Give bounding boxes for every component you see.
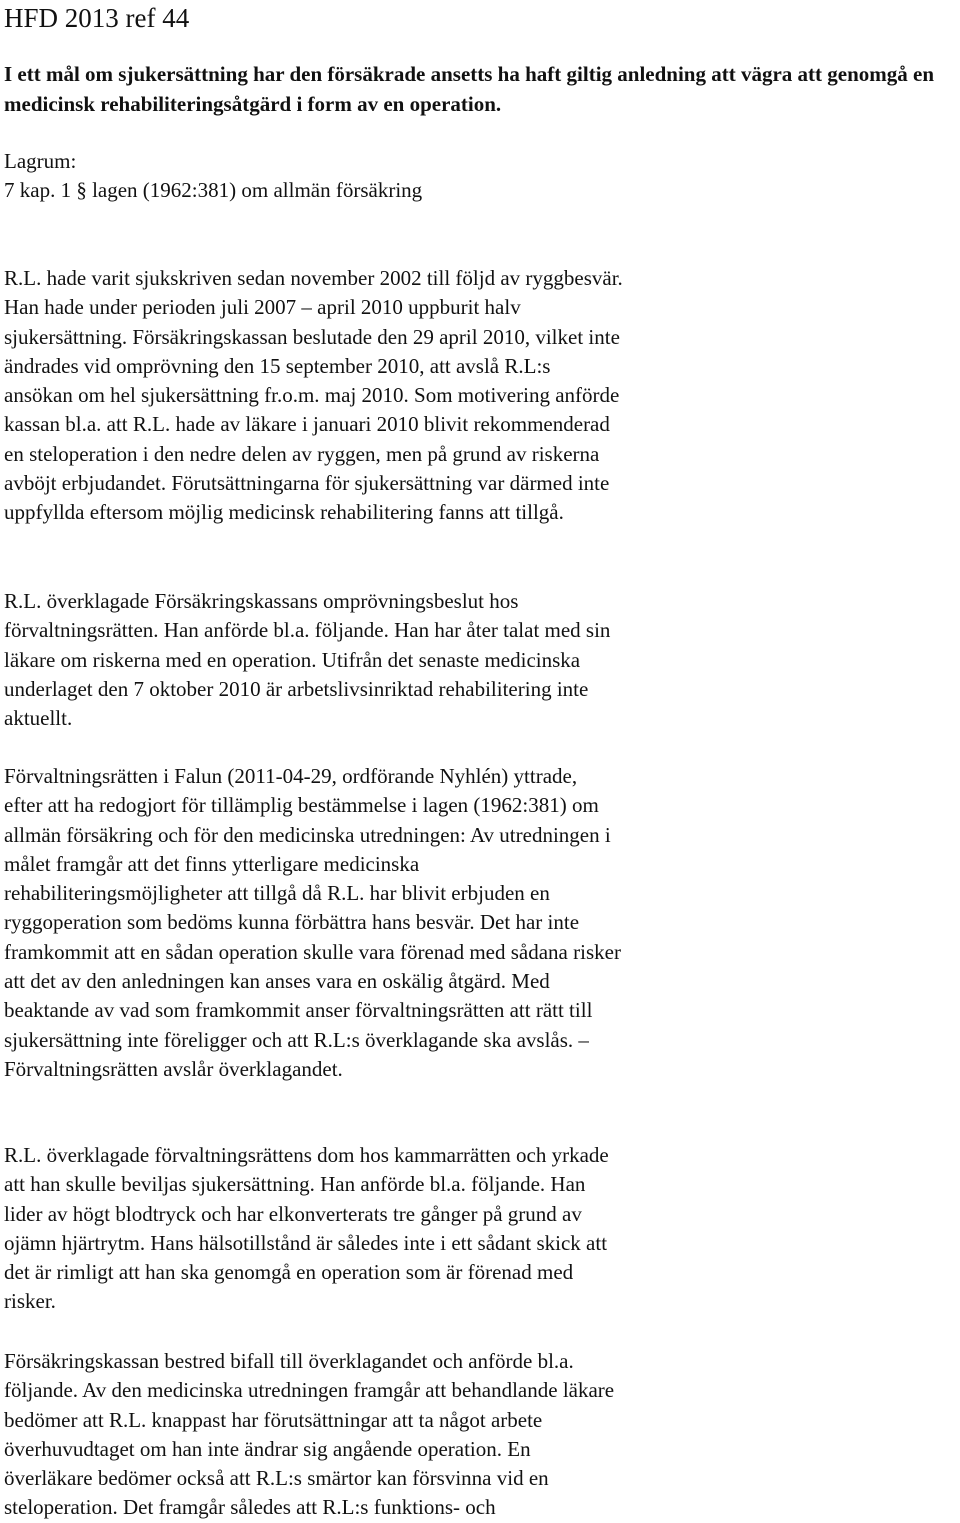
paragraph-appeal-first: R.L. överklagade Försäkringskassans omprövningsbeslut hos förvaltningsrätten. Han anförde bl.a. följande. Han har åter talat med sin läkare om riskerna med en operation. Utifrån det senaste medicinska underlaget den 7 oktober 2010 är arbetslivsinriktad rehabilitering inte aktuellt. bbox=[4, 589, 611, 731]
case-summary: I ett mål om sjukersättning har den försäkrade ansetts ha haft giltig anledning att vägra att genomgå en medicinsk rehabiliteringsåtgärd i form av en operation. bbox=[4, 62, 935, 116]
paragraph-background: R.L. hade varit sjukskriven sedan november 2002 till följd av ryggbesvär. Han hade under perioden juli 2007 – april 2010 uppburit halv sjukersättning. Försäkringskassan beslutade den 29 april 2010, vilket inte ändrades vid omprövning den 15 september 2010, att avslå R.L:s ansökan om hel sjukersättning fr.o.m. maj 2010. Som motivering anförde kassan bl.a. att R.L. hade av läkare i januari 2010 blivit rekommenderad en steloperation i den nedre delen av ryggen, men på grund av riskerna avböjt erbjudandet. Förutsättningarna för sjukersättning var därmed inte uppfyllda eftersom möjlig medicinsk rehabilitering fanns att tillgå. bbox=[4, 266, 623, 525]
case-title: HFD 2013 ref 44 bbox=[4, 3, 190, 33]
paragraph-agency-response: Försäkringskassan bestred bifall till överklagandet och anförde bl.a. följande. Av den medicinska utredningen framgår att behandlande läkare bedömer att R.L. knappast har förutsättningar att ta något arbete överhuvudtaget om han inte ändrar sig angående operation. En överläkare bedömer också att R.L:s smärtor kan försvinna vid en steloperation. Det framgår således att R.L:s funktions- och bbox=[4, 1349, 615, 1520]
lagrum-reference: 7 kap. 1 § lagen (1962:381) om allmän försäkring bbox=[4, 178, 423, 202]
paragraph-appeal-second: R.L. överklagade förvaltningsrättens dom hos kammarrätten och yrkade att han skulle beviljas sjukersättning. Han anförde bl.a. följande. Han lider av högt blodtryck och har elkonverterats tre gånger på grund av ojämn hjärtrytm. Hans hälsotillstånd är således inte i ett sådant skick att det är rimligt att han ska genomgå en operation som är förenad med risker. bbox=[4, 1143, 609, 1314]
lagrum-label: Lagrum: bbox=[4, 149, 77, 173]
paragraph-court-ruling: Förvaltningsrätten i Falun (2011-04-29, ordförande Nyhlén) yttrade, efter att ha redogjort för tillämplig bestämmelse i lagen (1962:381) om allmän försäkring och för den medicinska utredningen: Av utredningen i målet framgår att det finns ytterligare medicinska rehabiliteringsmöjligheter att tillgå då R.L. har blivit erbjuden en ryggoperation som bedöms kunna förbättra hans besvär. Det har inte framkommit att en sådan operation skulle vara förenad med sådana risker att det av den anledningen kan anses vara en oskälig åtgärd. Med beaktande av vad som framkommit anser förvaltningsrätten att rätt till sjukersättning inte föreligger och att R.L:s överklagande ska avslås. – Förvaltningsrätten avslår överklagandet. bbox=[4, 764, 621, 1081]
